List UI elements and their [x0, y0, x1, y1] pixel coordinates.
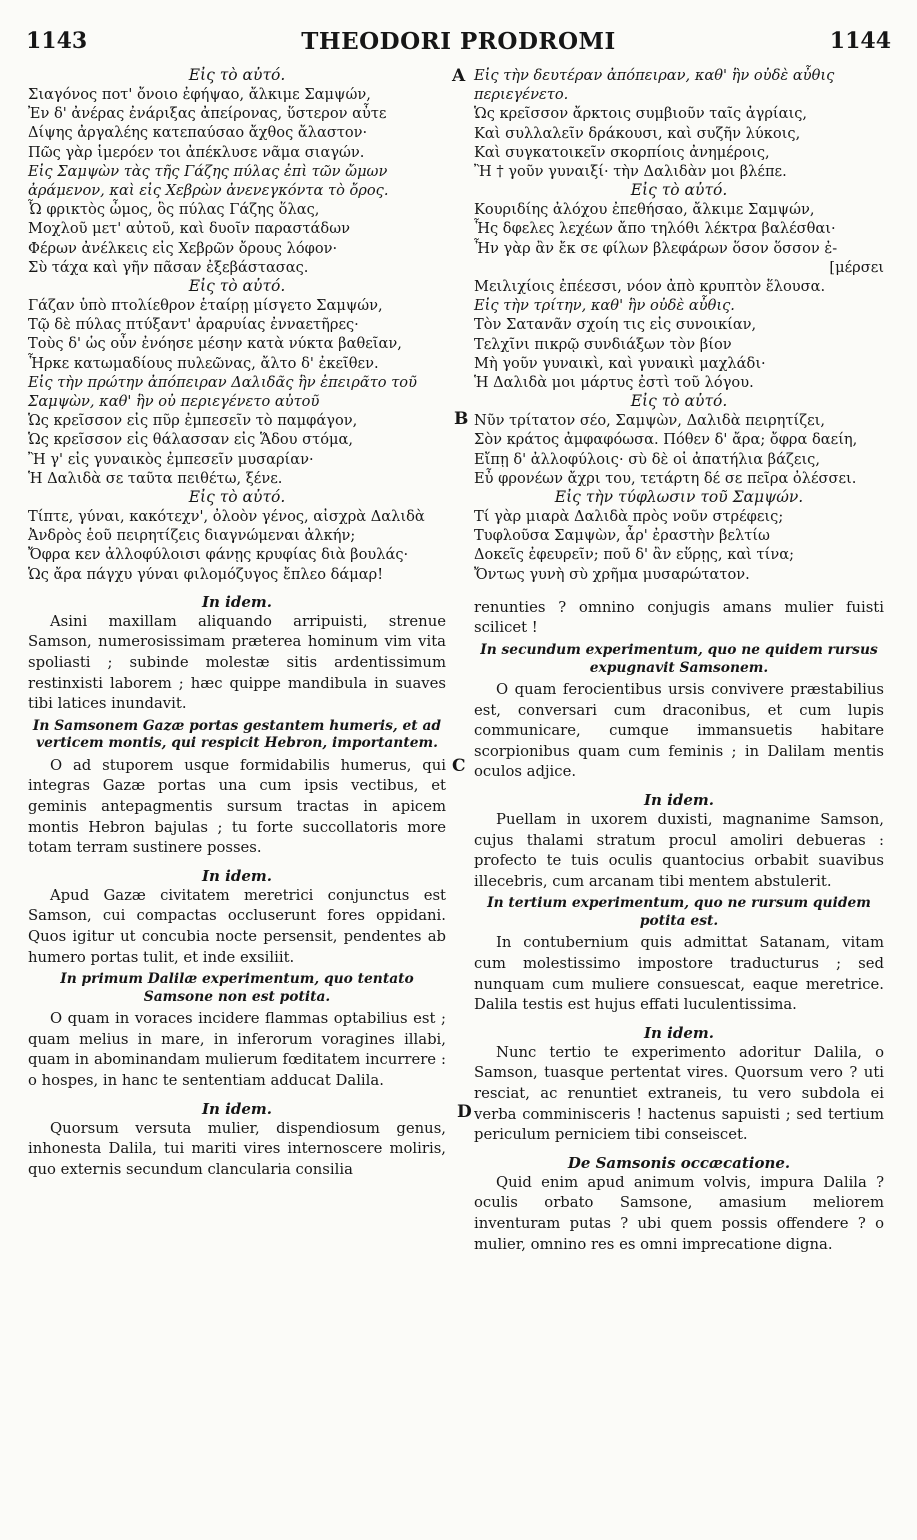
page-number-right: 1144	[829, 28, 891, 54]
paragraph-continuation: renunties ? omnino conjugis amans mulier fuisti scilicet !	[474, 598, 884, 637]
paragraph: O quam in voraces incidere flammas optabilius est ; quam melius in mare, in inferorum voragines illabi, quam in abominandam mulierum fœditatem incurrere : o hospes, in hanc te sententiam adducat Dalila.	[28, 1010, 446, 1089]
poem-heading: Εἰς τὴν τύφλωσιν τοῦ Σαμψών.	[554, 488, 804, 507]
verse-line: Ἡ Δαλιδὰ μοι μάρτυς ἐστὶ τοῦ λόγου.	[474, 374, 754, 392]
verse-line: Τυφλοῦσα Σαμψὼν, ἆρ' ἐραστὴν βελτίω	[474, 527, 770, 545]
verse-line: Ὡς κρεῖσσον εἰς πῦρ ἐμπεσεῖν τὸ παμφάγον,	[28, 412, 358, 430]
paragraph: Nunc tertio te experimento adoritur Dalila, o Samson, tuasque pertentat vires. Quorsum vero ? uti resciat, ac renuntiet extraneis, tu vero subdola ei verba comminisceris ! hactenus sapuisti ; sed tertium periculum perniciem tibi conseiscet.	[474, 1043, 884, 1144]
verse-line: Μοχλοῦ μετ' αὐτοῦ, καὶ δυοῖν παραστάδων	[28, 220, 350, 238]
left-greek-section	[28, 66, 446, 584]
verse-line: Σὸν κράτος ἀμφαφόωσα. Πόθεν δ' ἄρα; ὄφρα δαείη,	[474, 431, 858, 449]
verse-line: Ἧς δφελες λεχέων ἄπο τηλόθι λέκτρα βαλέσθαι·	[474, 220, 836, 238]
poem-title: Εἰς Σαμψὼν τὰς τῆς Γάζης πύλας ἐπὶ τῶν ὤμων ἀράμενον, καὶ εἰς Χεβρὼν ἀνενεγκόντα τὸ ὄρος.	[28, 162, 389, 200]
verse-line: Τελχῖνι πικρῷ συνδιάξων τὸν βίον	[474, 335, 732, 353]
margin-marker-b: B	[454, 409, 469, 429]
verse-line: Ἡ Δαλιδὰ σε ταῦτα πειθέτω, ξένε.	[28, 469, 283, 487]
right-latin-section	[474, 598, 884, 1255]
verse-line: Κουριδίης ἀλόχου ἐπεθήσαο, ἄλκιμε Σαμψών,	[474, 201, 815, 219]
verse-line: Ὦ φρικτὸς ὦμος, ὃς πύλας Γάζης ὅλας,	[28, 201, 320, 219]
section-heading: In idem.	[202, 866, 272, 885]
poem-heading: Εἰς τὸ αὐτό.	[188, 277, 286, 296]
verse-line: Τὸν Σατανᾶν σχοίη τις εἰς συνοικίαν,	[474, 316, 757, 334]
margin-marker-a: A	[452, 66, 466, 86]
paragraph: Apud Gazæ civitatem meretrici conjunctus est Samson, cui compactas occluserunt fores oppidani. Quos igitur ut concubia nocte persensit, pendentes ab humero portas tulit, et inde exsiliit.	[28, 886, 446, 966]
verse-line: Εἴπῃ δ' ἀλλοφύλοις· σὺ δὲ οἱ ἀπατήλια βάζεις,	[474, 450, 820, 468]
paragraph: Quid enim apud animum volvis, impura Dalila ? oculis orbato Samsone, amasium meliorem inventuram putas ? ubi quem possis offendere ? o mulier, omnino res es omni imprecatione digna.	[474, 1173, 884, 1253]
margin-marker-c: C	[452, 756, 466, 776]
paragraph: Asini maxillam aliquando arripuisti, strenue Samson, numerosissimam præterea hominum vim vita spoliasti ; subinde molestæ sitis ardentissimum restinxisti laborem ; hæc quippe mandibula in suaves tibi latices inundavit.	[28, 612, 446, 713]
verse-line: Πῶς γὰρ ἱμερόεν τοι ἀπέκλυσε νᾶμα σιαγών.	[28, 143, 365, 161]
verse-line: Γάζαν ὑπὸ πτολίεθρον ἑταίρῃ μίσγετο Σαμψών,	[28, 297, 383, 315]
paragraph: Quorsum versuta mulier, dispendiosum genus, inhonesta Dalila, tui mariti vires internoscere moliris, quo externis secundum clancularia consilia	[28, 1119, 446, 1178]
margin-marker-d: D	[457, 1102, 472, 1122]
verse-line: Καὶ συγκατοικεῖν σκορπίοις ἀνημέροις,	[474, 143, 770, 161]
paragraph: O quam ferocientibus ursis convivere præstabilius est, conversari cum draconibus, et cum lupis communicare, cumque immansuetis habitare scorpionibus quam cum feminis ; in Dalilam mentis oculos adjice.	[474, 681, 884, 781]
paragraph: Puellam in uxorem duxisti, magnanime Samson, cujus thalami stratum procul amoliri debueras : profecto te tuis oculis quantocius orbabit suavibus illecebris, cum arcanam tibi mentem abstulerit.	[474, 811, 884, 890]
verse-line: Νῦν τρίτατον σέο, Σαμψὼν, Δαλιδὰ πειρητίζει,	[474, 412, 826, 430]
verse-line: Φέρων ἀνέλκεις εἰς Χεβρῶν ὄρους λόφον·	[28, 239, 338, 257]
verse-line: Ὄντως γυνὴ σὺ χρῆμα μυσαρώτατον.	[474, 565, 750, 583]
verse-line: Δοκεῖς ἐφευρεῖν; ποῦ δ' ἂν εὕρῃς, καὶ τίνα;	[474, 546, 794, 564]
verse-line: Ὡς κρεῖσσον εἰς θάλασσαν εἰς Ἅδου στόμα,	[28, 431, 353, 449]
verse-line: Καὶ συλλαλεῖν δράκουσι, καὶ συζῆν λύκοις,	[474, 124, 801, 142]
verse-line: Ἐν δ' ἀνέρας ἐνάριξας ἀπείρονας, ὕστερον αὖτε	[28, 105, 387, 123]
right-column	[474, 66, 884, 1255]
paragraph: In contubernium quis admittat Satanam, vitam cum molestissimo impostore traducturus ; sed nunquam cum muliere consuescat, eaque meretrice. Dalila testis est hujus effati luculentissima.	[474, 934, 884, 1014]
verse-line: Εὖ φρονέων ἄχρι του, τετάρτη δέ σε πεῖρα ὀλέσσει.	[474, 469, 857, 487]
verse-line: Ἢ † γοῦν γυναιξί· τὴν Δαλιδὰν μοι βλέπε.	[474, 163, 787, 181]
verse-line: Ἦν γὰρ ἂν ἔκ σε φίλων βλεφάρων ὅσον ὅσσον ἐ-	[474, 239, 838, 257]
poem-heading: Εἰς τὸ αὐτό.	[630, 181, 728, 200]
poem-title: Εἰς τὴν πρώτην ἀπόπειραν Δαλιδᾶς ἣν ἐπειρᾶτο τοῦ Σαμψὼν, καθ' ἣν οὐ περιεγένετο αὐτοῦ	[28, 373, 417, 411]
page-header	[26, 28, 891, 58]
section-title: In secundum experimentum, quo ne quidem rursus expugnavit Samsonem.	[480, 642, 878, 676]
paragraph: O ad stuporem usque formidabilis humerus, qui integras Gazæ portas una cum ipsis vectibus, et geminis antepagmentis sursum tractas in apicem montis Hebron bajulas ; tu forte succollatoris more totam terram sustinere posses.	[28, 756, 446, 857]
verse-line: Δίψης ἀργαλέης κατεπαύσαο ἄχθος ἄλαστον·	[28, 124, 368, 142]
page-number-left: 1143	[26, 28, 88, 54]
section-heading: In idem.	[644, 1023, 714, 1042]
verse-line: Τί γὰρ μιαρὰ Δαλιδὰ πρὸς νοῦν στρέφεις;	[474, 508, 784, 526]
section-heading: In idem.	[644, 791, 714, 810]
verse-line: Ἧρκε κατωμαδίους πυλεῶνας, ἄλτο δ' ἐκεῖθεν.	[28, 354, 379, 372]
verse-continuation: [μέρσει	[829, 258, 884, 276]
right-greek-section	[474, 66, 884, 584]
verse-line: Ὡς κρεῖσσον ἄρκτοις συμβιοῦν ταῖς ἀγρίαις,	[474, 105, 808, 123]
running-title: THEODORI PRODROMI	[301, 28, 616, 55]
verse-line: Ὄφρα κεν ἀλλοφύλοισι φάνῃς κρυφίας διὰ βουλάς·	[28, 546, 409, 564]
verse-line: Μειλιχίοις ἐπέεσσι, νόον ἀπὸ κρυπτὸν ἕλουσα.	[474, 278, 826, 296]
verse-line: Σιαγόνος ποτ' ὄνοιο ἐφήψαο, ἄλκιμε Σαμψών,	[28, 86, 371, 103]
left-latin-section	[28, 592, 446, 1180]
section-title: In tertium experimentum, quo ne rursum quidem potita est.	[487, 895, 871, 929]
verse-line: Σὺ τάχα καὶ γῆν πᾶσαν ἐξεβάστασας.	[28, 258, 309, 276]
poem-heading: Εἰς τὸ αὐτό.	[188, 66, 286, 84]
section-heading: De Samsonis occæcatione.	[567, 1153, 791, 1172]
section-heading: In idem.	[202, 1099, 272, 1118]
poem-heading: Εἰς τὸ αὐτό.	[630, 392, 728, 411]
verse-line: Τίπτε, γύναι, κακότεχν', ὀλοὸν γένος, αἰσχρὰ Δαλιδὰ	[28, 508, 425, 526]
verse-line: Τοὺς δ' ὡς οὖν ἐνόησε μέσην κατὰ νύκτα βαθεῖαν,	[28, 335, 402, 353]
verse-line: Ἢ γ' εἰς γυναικὸς ἐμπεσεῖν μυσαρίαν·	[28, 450, 314, 468]
verse-line: Ἀνδρὸς ἑοῦ πειρητίζεις διαγνώμεναι ἀλκήν;	[28, 527, 356, 545]
verse-line: Τῷ δὲ πύλας πτύξαντ' ἀραρυίας ἐνναετῆρες·	[28, 316, 359, 334]
poem-title: Εἰς τὴν δευτέραν ἀπόπειραν, καθ' ἣν οὐδὲ αὖθις περιεγένετο.	[474, 67, 835, 104]
section-title: In primum Dalilæ experimentum, quo tentato Samsone non est potita.	[60, 971, 414, 1005]
verse-line: Ὡς ἄρα πάγχυ γύναι φιλομόζυγος ἔπλεο δάμαρ!	[28, 565, 384, 583]
section-title: In Samsonem Gazæ portas gestantem humeris, et ad verticem montis, qui respicit Hebron, importantem.	[32, 717, 442, 752]
poem-heading: Εἰς τὸ αὐτό.	[188, 488, 286, 507]
verse-line: Μὴ γοῦν γυναικὶ, καὶ γυναικὶ μαχλάδι·	[474, 354, 766, 372]
poem-title: Εἰς τὴν τρίτην, καθ' ἣν οὐδὲ αὖθις.	[474, 297, 735, 315]
section-heading: In idem.	[202, 592, 272, 611]
left-column	[28, 66, 446, 1180]
